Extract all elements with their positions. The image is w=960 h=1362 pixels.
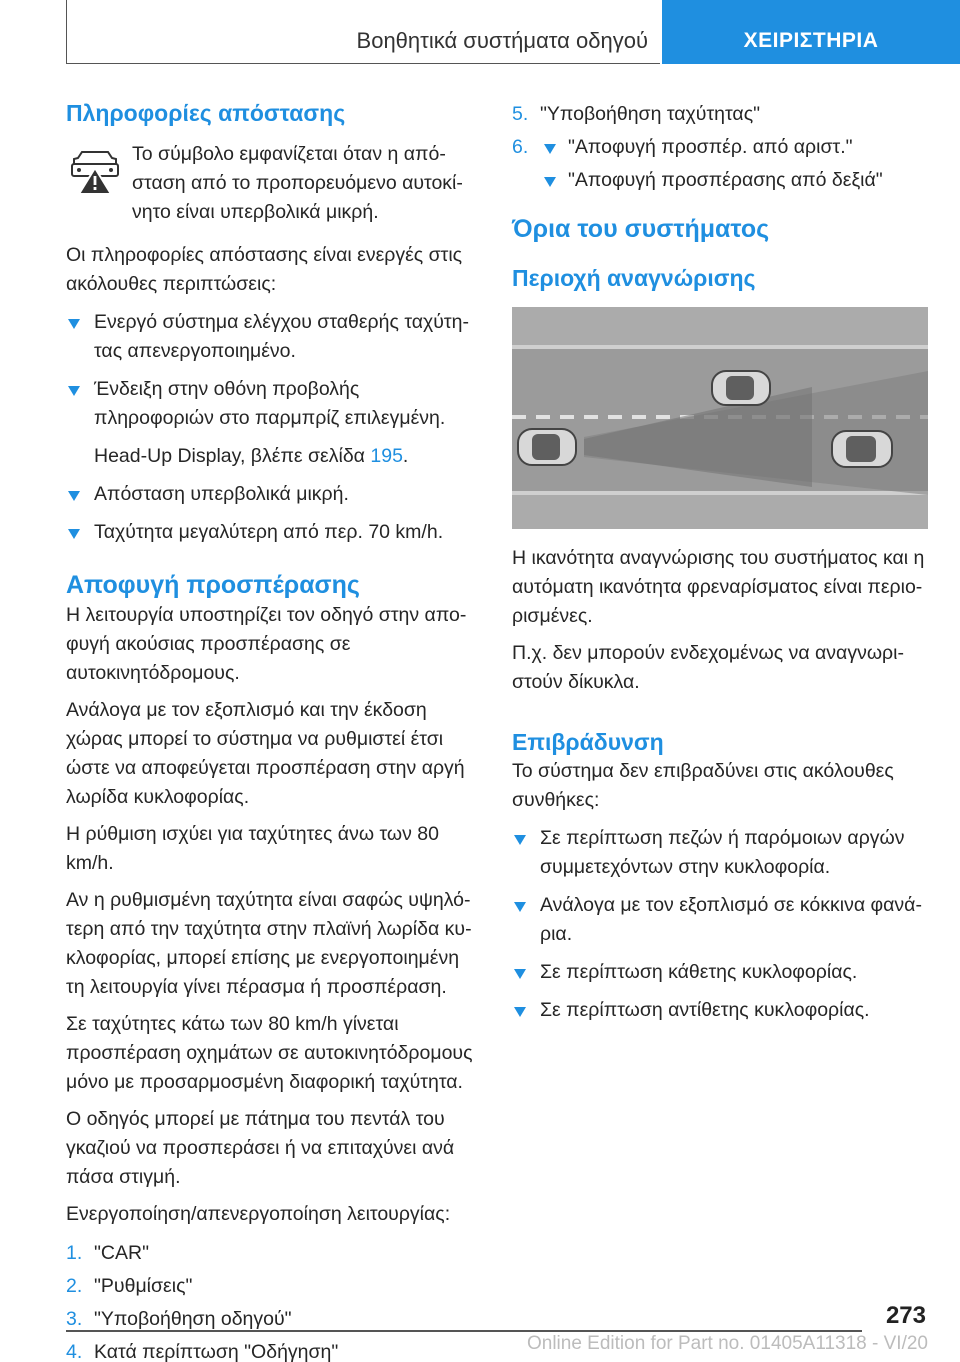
header-chapter-tab[interactable] (662, 0, 960, 64)
distance-warning-note (66, 140, 476, 227)
car-ahead-same-lane (832, 431, 892, 467)
triangle-bullet-icon (544, 177, 556, 187)
list-item: 4. Κατά περίπτωση "Οδήγηση" (66, 1341, 339, 1362)
header-section-title: Βοηθητικά συστήματα οδηγού (356, 28, 648, 53)
icon-description: Το σύμβολο εμφανίζεται όταν η απόσταση από το προπορευόμενο αυτοκίνητο είναι υπερβολικά μικρή. (132, 143, 463, 223)
car-left (518, 429, 576, 465)
triangle-bullet-icon (68, 491, 80, 501)
overtake-paragraph-5: Σε ταχύτητες κάτω των 80 km/h γίνεται προσπέραση οχημάτων σε αυτοκινητόδρομους μόνο με προσαρμοσμένη διαφορική ταχύτητα. (66, 1013, 473, 1093)
left-column (66, 98, 476, 1362)
activation-steps-list (66, 1239, 476, 1362)
list-item: Ενεργό σύστημα ελέγχου σταθερής ταχύτητας απενεργοποιημένο. (66, 308, 476, 366)
triangle-bullet-icon (68, 386, 80, 396)
hud-reference-note: Head-Up Display, βλέπε σελίδα 195. (94, 445, 409, 467)
overtake-paragraph-1: Η λειτουργία υποστηρίζει τον οδηγό στην αποφυγή ακούσιας προσπέρασης σε αυτοκινητόδρομους. (66, 604, 467, 684)
list-item: Σε περίπτωση πεζών ή παρόμοιων αργών συμμετεχόντων στην κυκλοφορία. (512, 824, 928, 882)
list-item: Απόσταση υπερβολικά μικρή. (66, 480, 476, 509)
footer-edition: Online Edition for Part no. 01405A11318 - VI/20 (526, 1333, 928, 1354)
list-item: 5. "Υποβοήθηση ταχύτητας" (512, 103, 761, 125)
overtake-paragraph-2: Ανάλογα με τον εξοπλισμό και την έκδοση χώρας μπορεί το σύστημα να ρυθμιστεί έτσι ώστε να αποφεύγεται προσπέραση στην αργή λωρίδα κυκλοφορίας. (66, 699, 465, 808)
activation-steps-list-cont (512, 100, 928, 195)
overtake-paragraph-6: Ο οδηγός μπορεί με πάτημα του πεντάλ του γκαζιού να προσπεράσει ή να επιταχύνει ανά πάσα στιγμή. (66, 1108, 455, 1188)
triangle-bullet-icon (514, 835, 526, 845)
triangle-bullet-icon (514, 1007, 526, 1017)
heading-system-limits: Όρια του συστήματος (512, 215, 770, 243)
list-item: Ένδειξη στην οθόνη προβολής πληροφοριών στο παρμπρίζ επιλεγμένη. (66, 375, 476, 433)
detection-paragraph-2: Π.χ. δεν μπορούν ενδεχομένως να αναγνωριστούν δίκυκλα. (512, 642, 904, 693)
list-item: "Αποφυγή προσπέρασης από δεξιά" (512, 166, 928, 195)
detection-range-illustration (512, 307, 928, 529)
list-item: Ανάλογα με τον εξοπλισμό σε κόκκινα φανάρια. (512, 891, 928, 949)
header-chapter-label: ΧΕΙΡΙΣΤΗΡΙΑ (743, 29, 879, 52)
list-item: 2. "Ρυθμίσεις" (66, 1275, 193, 1297)
triangle-bullet-icon (68, 529, 80, 539)
list-item: Σε περίπτωση αντίθετης κυκλοφορίας. (512, 996, 928, 1025)
list-item: Ταχύτητα μεγαλύτερη από περ. 70 km/h. (66, 518, 476, 547)
heading-deceleration: Επιβράδυνση (512, 729, 664, 755)
overtake-paragraph-3: Η ρύθμιση ισχύει για ταχύτητες άνω των 80 km/h. (66, 823, 439, 874)
deceleration-conditions-list (512, 824, 928, 1025)
distance-conditions-list-cont (66, 480, 476, 547)
deceleration-intro: Το σύστημα δεν επιβραδύνει στις ακόλουθες συνθήκες: (512, 760, 894, 811)
list-item: 1. "CAR" (66, 1242, 150, 1264)
detection-paragraph-1: Η ικανότητα αναγνώρισης του συστήματος και η αυτόματη ικανότητα φρεναρίσματος είναι περιορισμένες. (512, 547, 925, 627)
triangle-bullet-icon (514, 902, 526, 912)
car-warning-icon (70, 150, 120, 196)
list-item: Σε περίπτωση κάθετης κυκλοφορίας. (512, 958, 928, 987)
list-item: 6. "Αποφυγή προσπέρ. από αριστ." (512, 136, 853, 158)
overtake-paragraph-7: Ενεργοποίηση/απενεργοποίηση λειτουργίας: (66, 1203, 451, 1225)
heading-overtake-prevention: Αποφυγή προσπέρασης (66, 571, 360, 599)
heading-distance-info: Πληροφορίες απόστασης (66, 100, 346, 126)
triangle-bullet-icon (68, 319, 80, 329)
overtake-paragraph-4: Αν η ρυθμισμένη ταχύτητα είναι σαφώς υψηλότερη από την ταχύτητα στην πλαϊνή λωρίδα κυκλοφορίας, μπορεί επίσης με ενεργοποιημένη τη λειτουργία γίνει πέρασμα ή προσπέραση. (66, 889, 472, 998)
distance-intro: Οι πληροφορίες απόστασης είναι ενεργές στις ακόλουθες περιπτώσεις: (66, 244, 463, 295)
heading-detection-range: Περιοχή αναγνώρισης (512, 265, 756, 291)
page-link-195[interactable]: 195 (370, 445, 403, 467)
distance-conditions-list (66, 308, 476, 433)
page-number: 273 (885, 1302, 926, 1329)
right-column (512, 98, 928, 1025)
car-ahead-left-lane (712, 371, 770, 405)
page-header (66, 0, 960, 64)
list-item: 3. "Υποβοήθηση οδηγού" (66, 1308, 292, 1330)
triangle-bullet-icon (514, 969, 526, 979)
triangle-bullet-icon (544, 144, 556, 154)
footer-divider (66, 1330, 862, 1332)
